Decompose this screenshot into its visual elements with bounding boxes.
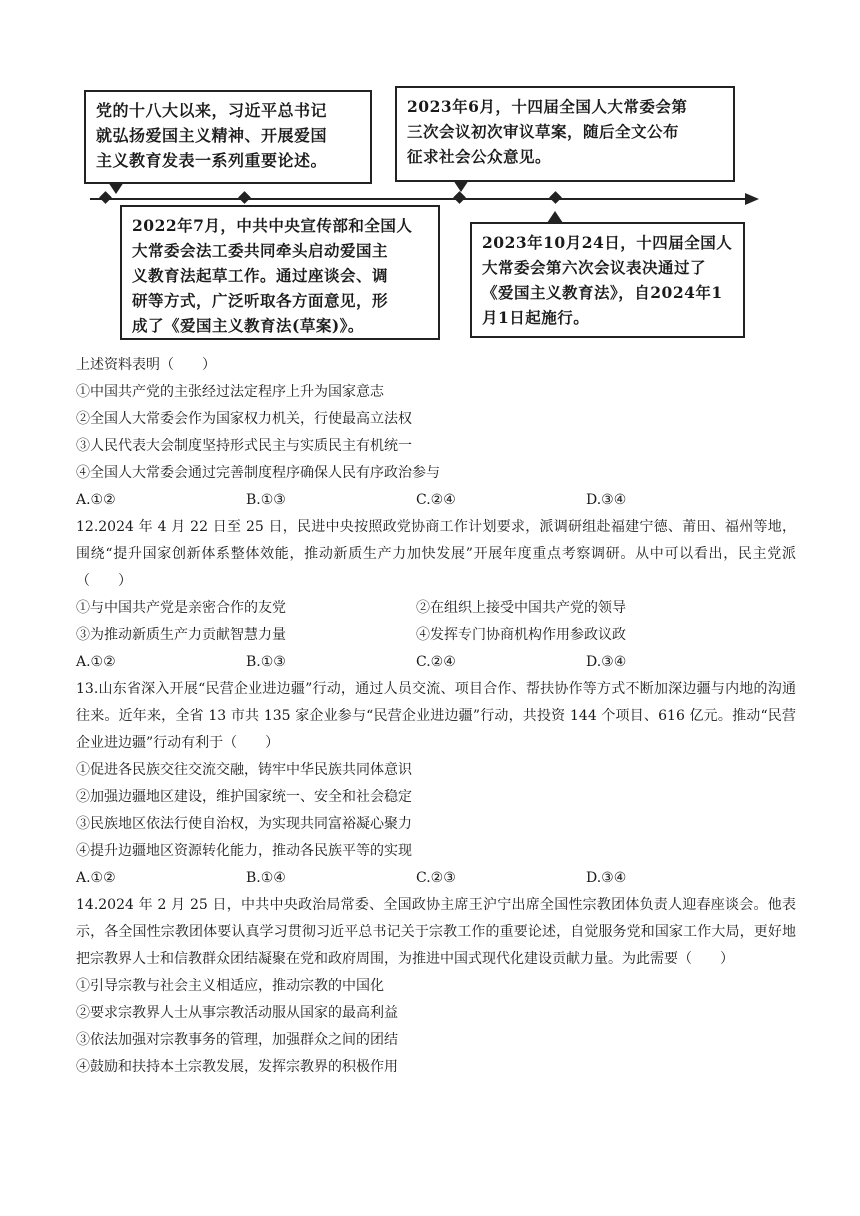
statement-item: ②全国人大常委会作为国家权力机关，行使最高立法权 (76, 411, 412, 427)
option-d[interactable]: D.③④ (586, 492, 627, 508)
statement-item: ③人民代表大会制度坚持形式民主与实质民主有机统一 (76, 438, 412, 454)
box-line: 《爱国主义教育法》，自2024年1 (482, 283, 723, 302)
box-line: 2022年7月，中共中央宣传部和全国人 (132, 216, 413, 235)
timeline-box-2023-june (395, 86, 735, 182)
timeline-node (549, 191, 562, 204)
answer-options (76, 649, 796, 676)
callout-pointer (108, 182, 124, 194)
statement-item: ③为推动新质生产力贡献智慧力量 (76, 627, 286, 643)
box-line: 2023年6月，十四届全国人大常委会第 (407, 97, 688, 116)
option-c[interactable]: C.②④ (416, 492, 456, 508)
box-line: 就弘扬爱国主义精神、开展爱国 (96, 126, 328, 145)
timeline-box-party-congress (84, 90, 372, 184)
option-a[interactable]: A.①② (76, 492, 116, 508)
option-c[interactable]: C.②③ (416, 870, 456, 886)
question-13 (76, 676, 796, 892)
timeline-node (238, 191, 251, 204)
box-line: 三次会议初次审议草案，随后全文公布 (407, 122, 680, 141)
box-line: 2023年10月24日，十四届全国人 (482, 233, 733, 252)
statement-item: ③民族地区依法行使自治权，为实现共同富裕凝心聚力 (76, 816, 412, 832)
answer-options (76, 487, 796, 514)
statement-item: ①促进各民族交往交流交融，铸牢中华民族共同体意识 (76, 762, 412, 778)
statement-item: ③依法加强对宗教事务的管理，加强群众之间的团结 (76, 1032, 398, 1048)
statement-row (76, 595, 796, 622)
statement-item: ②要求宗教界人士从事宗教活动服从国家的最高利益 (76, 1005, 398, 1021)
statement-item: ①中国共产党的主张经过法定程序上升为国家意志 (76, 384, 384, 400)
statement-item: ②加强边疆地区建设，维护国家统一、安全和社会稳定 (76, 789, 412, 805)
statement-row (76, 622, 796, 649)
option-a[interactable]: A.①② (76, 870, 116, 886)
box-line: 月1日起施行。 (482, 308, 590, 327)
option-b[interactable]: B.①③ (246, 492, 286, 508)
question-content (76, 352, 796, 1081)
timeline-arrow (745, 193, 759, 205)
statement-item: ②在组织上接受中国共产党的领导 (416, 600, 626, 616)
box-line: 大常委会法工委共同牵头启动爱国主 (132, 241, 389, 260)
timeline-axis (90, 198, 750, 200)
box-line: 成了《爱国主义教育法(草案)》。 (132, 316, 364, 335)
statement-item: ④鼓励和扶持本土宗教发展，发挥宗教界的积极作用 (76, 1059, 398, 1075)
question-12 (76, 514, 796, 676)
callout-pointer (547, 211, 563, 223)
question-14 (76, 892, 796, 1081)
box-line: 大常委会第六次会议表决通过了 (482, 258, 707, 277)
box-line: 党的十八大以来，习近平总书记 (96, 101, 328, 120)
box-line: 研等方式，广泛听取各方面意见，形 (132, 291, 389, 310)
statement-item: ④发挥专门协商机构作用参政议政 (416, 627, 626, 643)
statement-item: ④提升边疆地区资源转化能力，推动各民族平等的实现 (76, 843, 412, 859)
statement-item: ①与中国共产党是亲密合作的友党 (76, 600, 286, 616)
option-d[interactable]: D.③④ (586, 654, 627, 670)
box-line: 征求社会公众意见。 (407, 147, 552, 166)
timeline-box-2022-july (120, 205, 440, 340)
option-b[interactable]: B.①③ (246, 654, 286, 670)
statement-item: ④全国人大常委会通过完善制度程序确保人民有序政治参与 (76, 465, 440, 481)
timeline-box-2023-october (470, 222, 745, 338)
callout-pointer (453, 180, 469, 192)
answer-options (76, 865, 796, 892)
question-stem: 12.2024 年 4 月 22 日至 25 日，民进中央按照政党协商工作计划要求，派调研组赴福建宁德、莆田、福州等地，围绕“提升国家创新体系整体效能，推动新质生产力加快发展”开展年度重点考察调研。从中可以看出，民主党派（ ） (76, 519, 796, 589)
question-stem: 14.2024 年 2 月 25 日，中共中央政治局常委、全国政协主席王沪宁出席全国性宗教团体负责人迎春座谈会。他表示，各全国性宗教团体要认真学习贯彻习近平总书记关于宗教工作的重要论述，自觉服务党和国家工作大局，更好地把宗教界人士和信教群众团结凝聚在党和政府周围，为推进中国式现代化建设贡献力量。为此需要（ ） (76, 897, 796, 967)
option-a[interactable]: A.①② (76, 654, 116, 670)
option-d[interactable]: D.③④ (586, 870, 627, 886)
statement-item: ①引导宗教与社会主义相适应，推动宗教的中国化 (76, 978, 384, 994)
option-b[interactable]: B.①④ (246, 870, 286, 886)
question-stem: 上述资料表明（ ） (76, 357, 216, 373)
box-line: 义教育法起草工作。通过座谈会、调 (132, 266, 389, 285)
question-stem: 13.山东省深入开展“民营企业进边疆”行动，通过人员交流、项目合作、帮扶协作等方式不断加深边疆与内地的沟通往来。近年来，全省 13 市共 135 家企业参与“民营企业进边疆”行动，共投资 144 个项目、616 亿元。推动“民营企业进边疆”行动有利于（ ） (76, 681, 796, 751)
question-11 (76, 352, 796, 514)
option-c[interactable]: C.②④ (416, 654, 456, 670)
timeline-node (453, 191, 466, 204)
box-line: 主义教育发表一系列重要论述。 (96, 151, 328, 170)
timeline-figure (0, 0, 860, 350)
